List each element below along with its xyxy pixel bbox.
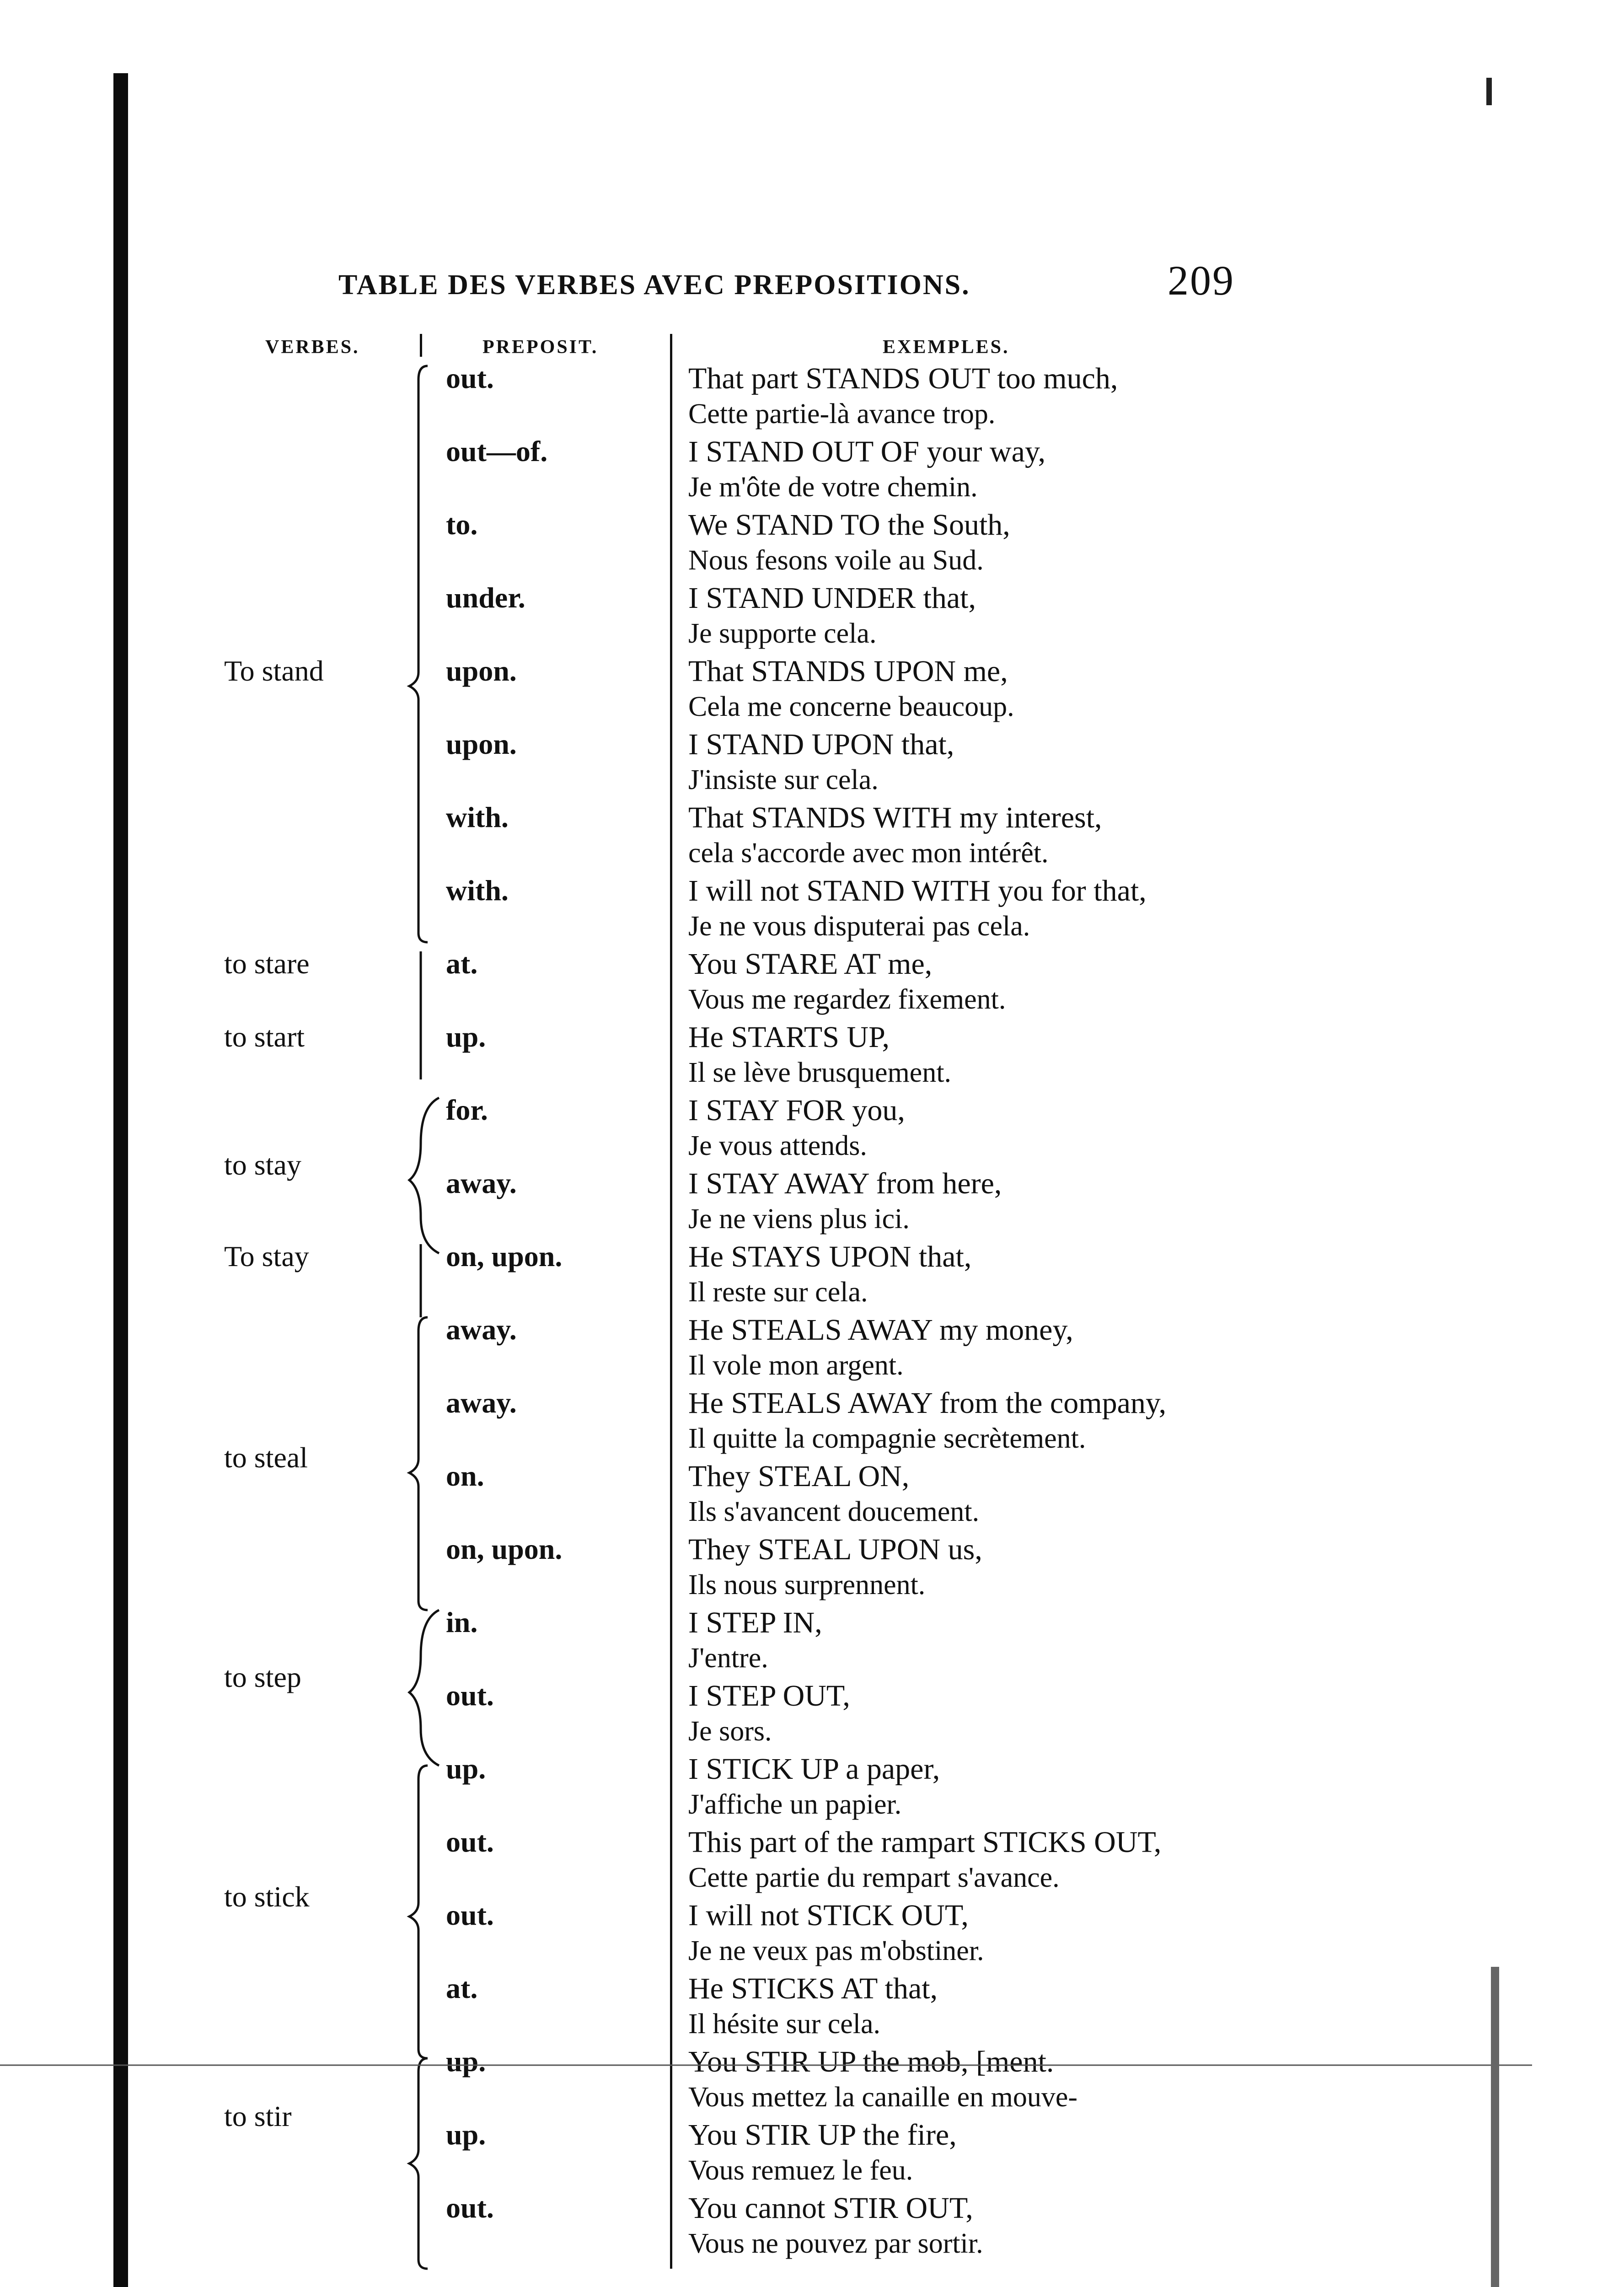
- brace-stand: [409, 366, 428, 942]
- example-french: Vous ne pouvez par sortir.: [688, 2228, 983, 2259]
- example-french: Il hésite sur cela.: [688, 2008, 881, 2040]
- preposition: out.: [446, 362, 494, 394]
- example-french: Il quitte la compagnie secrètement.: [688, 1423, 1086, 1454]
- example-english: I STEP IN,: [688, 1606, 822, 1639]
- brace-step: [409, 1610, 439, 1766]
- preposition: on, upon.: [446, 1533, 563, 1565]
- example-french: Cette partie du rempart s'avance.: [688, 1862, 1060, 1893]
- preposition: for.: [446, 1094, 488, 1126]
- example-french: Je ne veux pas m'obstiner.: [688, 1935, 984, 1966]
- example-french: Je supporte cela.: [688, 618, 877, 649]
- example-french: Je ne vous disputerai pas cela.: [688, 911, 1030, 942]
- example-french: Il se lève brusquement.: [688, 1057, 952, 1088]
- example-french: Ils s'avancent doucement.: [688, 1496, 980, 1527]
- verb-label: to stick: [224, 1880, 310, 1913]
- example-french: Je m'ôte de votre chemin.: [688, 472, 978, 503]
- column-header-verbes: VERBES.: [265, 337, 360, 358]
- example-english: I will not STICK OUT,: [688, 1899, 969, 1932]
- scan-noise: [1491, 1967, 1499, 2287]
- example-english: That part STANDS OUT too much,: [688, 362, 1118, 395]
- verb-label: to start: [224, 1020, 305, 1053]
- example-english: I will not STAND WITH you for that,: [688, 874, 1147, 907]
- example-french: Il vole mon argent.: [688, 1350, 904, 1381]
- example-french: Cela me concerne beaucoup.: [688, 691, 1014, 722]
- example-english: I STAND UPON that,: [688, 728, 954, 761]
- preposition: at.: [446, 947, 478, 980]
- preposition: up.: [446, 2118, 486, 2151]
- preposition: to.: [446, 508, 478, 541]
- example-french: J'affiche un papier.: [688, 1789, 902, 1820]
- preposition: under.: [446, 581, 525, 614]
- example-english: That STANDS WITH my interest,: [688, 801, 1102, 834]
- example-english: They STEAL UPON us,: [688, 1533, 982, 1566]
- preposition: up.: [446, 2045, 486, 2078]
- example-english: We STAND TO the South,: [688, 508, 1010, 542]
- example-english: You STIR UP the mob, [ment.: [688, 2045, 1054, 2078]
- example-french: J'entre.: [688, 1643, 768, 1674]
- verb-label: To stay: [224, 1240, 309, 1272]
- example-english: He STARTS UP,: [688, 1020, 890, 1054]
- preposition: away.: [446, 1167, 517, 1199]
- verb-label: to steal: [224, 1441, 308, 1474]
- brace-stay: [409, 1098, 439, 1253]
- preposition: out.: [446, 1825, 494, 1858]
- preposition: on.: [446, 1460, 484, 1492]
- brace-stir: [409, 2058, 428, 2269]
- preposition: away.: [446, 1313, 517, 1346]
- preposition: upon.: [446, 655, 517, 687]
- preposition: in.: [446, 1606, 478, 1638]
- example-english: He STAYS UPON that,: [688, 1240, 972, 1273]
- preposition: on, upon.: [446, 1240, 563, 1272]
- scan-noise: [1486, 78, 1492, 105]
- page-title: TABLE DES VERBES AVEC PREPOSITIONS.: [338, 269, 970, 301]
- preposition: upon.: [446, 728, 517, 760]
- example-french: Je vous attends.: [688, 1130, 867, 1161]
- preposition: out.: [446, 1679, 494, 1712]
- example-french: Vous remuez le feu.: [688, 2155, 913, 2186]
- verb-label: To stand: [224, 655, 324, 687]
- example-french: Nous fesons voile au Sud.: [688, 545, 984, 576]
- example-english: I STICK UP a paper,: [688, 1752, 940, 1786]
- preposition: with.: [446, 801, 509, 833]
- example-english: They STEAL ON,: [688, 1460, 910, 1493]
- example-french: J'insiste sur cela.: [688, 764, 879, 795]
- example-english: He STICKS AT that,: [688, 1972, 938, 2005]
- example-english: He STEALS AWAY my money,: [688, 1313, 1073, 1347]
- preposition: up.: [446, 1020, 486, 1053]
- example-french: cela s'accorde avec mon intérêt.: [688, 837, 1049, 869]
- example-english: You STIR UP the fire,: [688, 2118, 957, 2152]
- verb-label: to stare: [224, 947, 310, 980]
- example-english: I STEP OUT,: [688, 1679, 850, 1713]
- example-french: Je ne viens plus ici.: [688, 1203, 910, 1235]
- brace-steal: [409, 1317, 428, 1610]
- brace-stick: [409, 1766, 428, 2058]
- example-english: He STEALS AWAY from the company,: [688, 1386, 1167, 1420]
- example-french: Ils nous surprennent.: [688, 1569, 926, 1600]
- example-french: Je sors.: [688, 1716, 772, 1747]
- preposition: at.: [446, 1972, 478, 2004]
- preposition: up.: [446, 1752, 486, 1785]
- example-french: Vous mettez la canaille en mouve-: [688, 2082, 1078, 2113]
- column-header-preposit: PREPOSIT.: [482, 337, 599, 358]
- example-english: I STAND OUT OF your way,: [688, 435, 1046, 468]
- example-french: Il reste sur cela.: [688, 1277, 868, 1308]
- column-header-exemples: EXEMPLES.: [883, 337, 1010, 358]
- preposition: with.: [446, 874, 509, 907]
- example-english: You cannot STIR OUT,: [688, 2191, 973, 2225]
- preposition: out.: [446, 1899, 494, 1931]
- example-english: That STANDS UPON me,: [688, 655, 1008, 688]
- preposition: out.: [446, 2191, 494, 2224]
- preposition: away.: [446, 1386, 517, 1419]
- verb-label: to stay: [224, 1149, 301, 1181]
- example-english: This part of the rampart STICKS OUT,: [688, 1825, 1162, 1859]
- example-french: Cette partie-là avance trop.: [688, 398, 996, 429]
- example-english: You STARE AT me,: [688, 947, 933, 981]
- preposition: out—of.: [446, 435, 548, 467]
- example-french: Vous me regardez fixement.: [688, 984, 1006, 1015]
- verb-label: to stir: [224, 2100, 292, 2132]
- example-english: I STAY AWAY from here,: [688, 1167, 1002, 1200]
- page-number: 209: [1168, 257, 1235, 304]
- verb-label: to step: [224, 1661, 301, 1693]
- example-english: I STAND UNDER that,: [688, 581, 976, 615]
- example-english: I STAY FOR you,: [688, 1094, 905, 1127]
